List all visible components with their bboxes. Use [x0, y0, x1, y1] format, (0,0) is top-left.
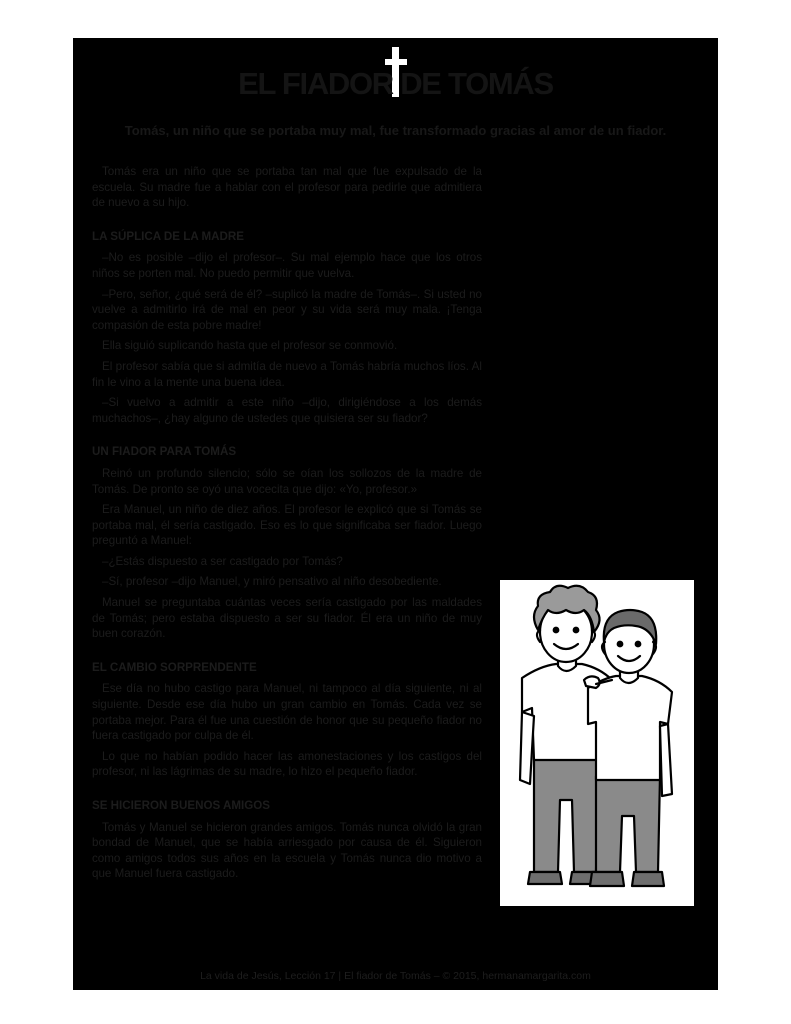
section-1-paragraph: Ella siguió suplicando hasta que el profesor se conmovió. [102, 339, 398, 353]
section-1-paragraph: –Pero, señor, ¿qué será de él? –suplicó la madre de Tomás–. Si usted no vuelve a admitirlo irá de mal en peor y su vida será muy mala. ¡Tenga compasión de esta pobre madre! [92, 287, 482, 332]
section-2-paragraph: –¿Estás dispuesto a ser castigado por Tomás? [102, 554, 343, 568]
story-column [92, 164, 482, 887]
section-heading-1: LA SÚPLICA DE LA MADRE [92, 229, 245, 243]
section-1-paragraph: –Si vuelvo a admitir a este niño –dijo, dirigiéndose a los demás muchachos–, ¿hay alguno de ustedes que quisiera ser su fiador? [92, 396, 482, 425]
page-title: EL FIADOR DE TOMÁS [238, 66, 553, 101]
section-heading-3: EL CAMBIO SORPRENDENTE [92, 660, 257, 674]
two-boys-illustration [500, 580, 694, 906]
section-2-paragraph: –Sí, profesor –dijo Manuel, y miró pensativo al niño desobediente. [102, 575, 442, 589]
section-2-paragraph: Manuel se preguntaba cuántas veces sería castigado por las maldades de Tomás; pero estaba dispuesto a ser su fiador. Él era un niño de muy buen corazón. [92, 596, 482, 641]
intro-paragraph: Tomás era un niño que se portaba tan mal que fue expulsado de la escuela. Su madre fue a hablar con el profesor para pedirle que admitiera de nuevo a su hijo. [92, 165, 482, 210]
section-2-paragraph: Era Manuel, un niño de diez años. El profesor le explicó que si Tomás se portaba mal, él sería castigado. Eso es lo que significaba ser fiador. Luego preguntó a Manuel: [92, 503, 482, 548]
section-1-paragraph: –No es posible –dijo el profesor–. Su mal ejemplo hace que los otros niños se porten mal. No puedo permitir que vuelva. [92, 251, 482, 280]
section-heading-2: UN FIADOR PARA TOMÁS [92, 445, 237, 459]
section-2-paragraph: Reinó un profundo silencio; sólo se oían los sollozos de la madre de Tomás. De pronto se oyó una vocecita que dijo: «Yo, profesor.» [92, 466, 482, 496]
section-1-paragraph: El profesor sabía que si admitía de nuevo a Tomás habría muchos líos. Al fin le vino a la mente una buena idea. [92, 359, 482, 389]
page-subtitle: Tomás, un niño que se portaba muy mal, fue transformado gracias al amor de un fiador. [124, 123, 667, 138]
section-4-paragraph: Tomás y Manuel se hicieron grandes amigos. Tomás nunca olvidó la gran bondad de Manuel, que se había arriesgado por causa de él. Siguieron como amigos todos sus años en la escuela y Tomás nunca dio motivo a que Manuel fuera castigado. [92, 820, 482, 881]
section-3-paragraph: Ese día no hubo castigo para Manuel, ni tampoco al día siguiente, ni al siguiente. Desde ese día hubo un gran cambio en Tomás. Cada vez se portaba mejor. Para él fue una cuestión de honor que su pequeño fiador no fuera castigado por culpa de él. [92, 682, 482, 743]
section-heading-4: SE HICIERON BUENOS AMIGOS [92, 799, 271, 812]
section-3-paragraph: Lo que no habían podido hacer las amonestaciones y los castigos del profesor, ni las lágrimas de su madre, lo hizo el pequeño fiador. [92, 749, 482, 779]
page-footer: La vida de Jesús, Lección 17 | El fiador de Tomás – © 2015, hermanamargarita.com [200, 970, 591, 982]
